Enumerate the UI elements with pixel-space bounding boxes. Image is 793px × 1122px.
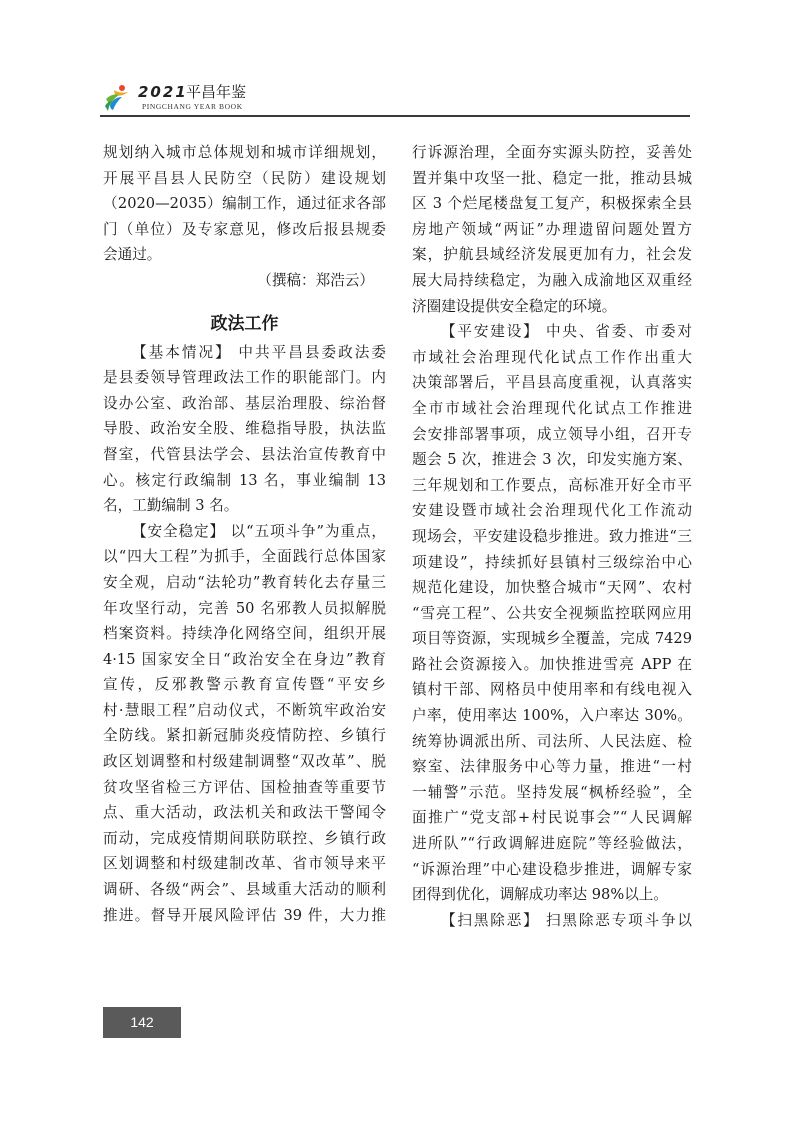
intro-paragraph — [103, 140, 386, 268]
right-column — [412, 140, 692, 933]
text-line: 规划纳入城市总体规划和城市详细规划， — [103, 144, 386, 161]
text-line: 镇村干部、网格员中使用率和有线电视入 — [412, 681, 692, 699]
text-line: 市域社会治理现代化试点工作作出重大 — [412, 348, 692, 366]
text-line: 调研、各级“两会”、县域重大活动的顺利 — [103, 881, 386, 899]
text-line: 【基本情况】 中共平昌县委政法委 — [132, 343, 386, 361]
text-line: 心。核定行政编制 13 名，事业编制 13 — [103, 471, 386, 489]
text-line: 区 3 个烂尾楼盘复工复产，积极探索全县 — [412, 195, 692, 213]
text-line: 路社会资源接入。加快推进雪亮 APP 在 — [412, 655, 692, 673]
text-line: 题会 5 次，推进会 3 次，印发实施方案、 — [412, 451, 692, 469]
text-line: 开展平昌县人民防空（民防）建设规划 — [103, 169, 386, 187]
text-line: 【安全稳定】 以“五项斗争”为重点， — [132, 522, 386, 540]
text-line: 贫攻坚省检三方评估、国检抽查等重要节 — [103, 778, 386, 796]
text-line: 督室，代管县法学会、县法治宣传教育中 — [103, 445, 386, 463]
text-line: 【扫黑除恶】 扫黑除恶专项斗争以 — [441, 911, 692, 929]
text-line: 区划调整和村级建制改革、省市领导来平 — [103, 855, 386, 873]
section-title: 政法工作 — [210, 313, 279, 334]
text-line: 项建设”，持续抓好县镇村三级综治中心 — [412, 553, 692, 571]
anti-crime-paragraph — [412, 908, 692, 934]
text-line: 以“四大工程”为抓手，全面践行总体国家 — [103, 548, 386, 566]
text-line: 团得到优化，调解成功率达 98%以上。 — [412, 886, 668, 904]
text-line: 是县委领导管理政法工作的职能部门。内 — [103, 369, 386, 387]
text-line: 行诉源治理，全面夯实源头防控，妥善处 — [412, 144, 692, 161]
text-line: 进所队”“行政调解进庭院”等经验做法， — [412, 835, 692, 853]
text-line: 年攻坚行动，完善 50 名邪教人员拟解脱 — [103, 599, 386, 617]
text-line: 政区划调整和村级建制调整“双改革”、脱 — [103, 753, 386, 771]
text-line: 面推广“党支部+村民说事会”“人民调解 — [412, 809, 692, 827]
left-column — [103, 140, 386, 928]
text-line: 一辅警”示范。坚持发展“枫桥经验”，全 — [412, 783, 692, 801]
header-rule — [100, 115, 690, 117]
author-signature: （撰稿：郑浩云） — [257, 271, 374, 289]
text-line: 决策部署后，平昌县高度重视，认真落实 — [412, 374, 692, 392]
continued-paragraph — [412, 140, 692, 319]
text-line: 而动，完成疫情期间联防联控、乡镇行政 — [103, 829, 386, 847]
text-line: 房地产领域“两证”办理遗留问题处置方 — [412, 220, 692, 238]
peace-building-paragraph — [412, 319, 692, 908]
text-line: 推进。督导开展风险评估 39 件，大力推 — [103, 906, 386, 924]
text-line: 三年规划和工作要点，高标准开好全市平 — [412, 476, 692, 494]
text-line: 档案资料。持续净化网络空间，组织开展 — [103, 625, 386, 643]
pingchang-logo-icon — [102, 83, 132, 113]
text-line: 安建设暨市域社会治理现代化工作流动 — [412, 502, 692, 520]
brand-year: 2021 — [138, 83, 188, 101]
text-line: （2020—2035）编制工作，通过征求各部 — [103, 195, 386, 213]
text-line: 察室、法律服务中心等力量，推进“一村 — [412, 758, 692, 776]
text-line: 全防线。紧扣新冠肺炎疫情防控、乡镇行 — [103, 727, 386, 745]
text-line: 4·15 国家安全日“政治安全在身边”教育 — [103, 650, 386, 668]
text-line: “诉源治理”中心建设稳步推进，调解专家 — [412, 860, 692, 878]
page-number: 142 — [103, 1007, 181, 1038]
text-line: 置并集中攻坚一批、稳定一批，推动县城 — [412, 169, 692, 187]
page-header — [100, 80, 692, 118]
text-line: 会通过。 — [103, 246, 162, 264]
text-line: 【平安建设】 中央、省委、市委对 — [441, 323, 692, 341]
text-line: 全市市域社会治理现代化试点工作推进 — [412, 399, 692, 417]
text-line: 宣传，反邪教警示教育宣传暨“平安乡 — [103, 676, 386, 694]
text-line: 现场会，平安建设稳步推进。致力推进“三 — [412, 527, 692, 545]
text-line: 门（单位）及专家意见，修改后报县规委 — [103, 220, 386, 238]
text-line: 点、重大活动，政法机关和政法干警闻令 — [103, 804, 386, 822]
text-line: 项目等资源，实现城乡全覆盖，完成 7429 — [412, 630, 692, 648]
brand-title: 平昌年鉴 — [186, 83, 247, 101]
text-line: 设办公室、政治部、基层治理股、综治督 — [103, 394, 386, 412]
text-line: 会安排部署事项，成立领导小组，召开专 — [412, 425, 692, 443]
basic-info-paragraph — [103, 340, 386, 519]
text-line: 户率，使用率达 100%，入户率达 30%。 — [412, 707, 692, 725]
text-line: 导股、政治安全股、维稳指导股，执法监 — [103, 420, 386, 438]
text-line: 村·慧眼工程”启动仪式，不断筑牢政治安 — [103, 701, 386, 719]
text-line: 济圈建设提供安全稳定的环境。 — [412, 297, 617, 315]
text-line: 安全观，启动“法轮功”教育转化去存量三 — [103, 573, 386, 591]
text-line: 名，工勤编制 3 名。 — [103, 497, 239, 515]
text-line: 统筹协调派出所、司法所、人民法庭、检 — [412, 732, 692, 750]
text-line: 案，护航县域经济发展更加有力，社会发 — [412, 246, 692, 264]
brand-subtitle: PINGCHANG YEAR BOOK — [142, 102, 243, 111]
text-line: “雪亮工程”、公共安全视频监控联网应用 — [412, 604, 692, 622]
security-paragraph — [103, 519, 386, 929]
text-line: 展大局持续稳定，为融入成渝地区双重经 — [412, 271, 692, 289]
text-line: 规范化建设，加快整合城市“天网”、农村 — [412, 579, 692, 597]
